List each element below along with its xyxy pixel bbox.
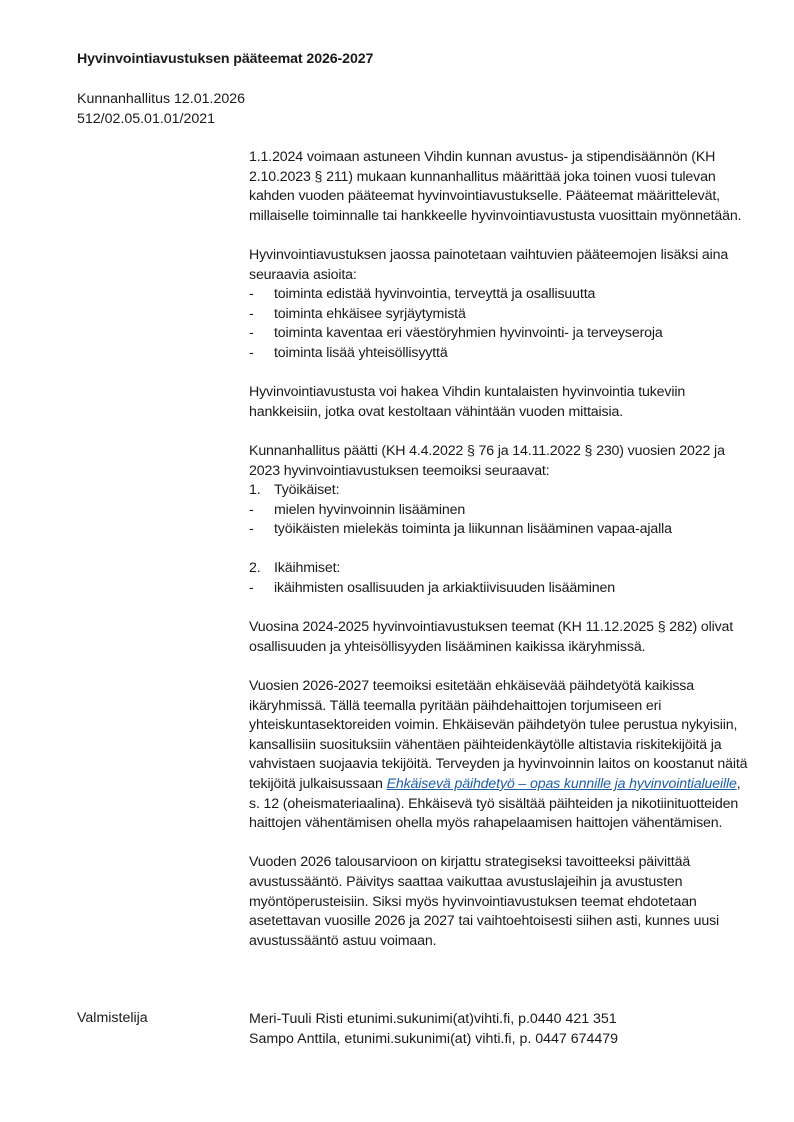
eligibility-paragraph: Hyvinvointiavustusta voi hakea Vihdin kuntalaisten hyvinvointia tukeviin hankkeisiin, jotka ovat kestoltaan vähintään vuoden mittaisia. bbox=[249, 384, 686, 420]
budget-paragraph: Vuoden 2026 talousarvioon on kirjattu strategiseksi tavoitteeksi päivittää avustussääntö. Päivitys saattaa vaikuttaa avustuslajeihin ja avustusten myöntöperusteisiin. Siksi myös hyvinvointiavustuksen teemat ehdotetaan asetettavan vuosille 2026 ja 2027 tai vaihtoehtoisesti siihen asti, kunnes uusi avustussääntö astuu voimaan. bbox=[249, 854, 720, 949]
decision-intro: Kunnanhallitus päätti (KH 4.4.2022 § 76 ja 14.11.2022 § 230) vuosien 2022 ja 2023 hyvinvointiavustuksen teemoiksi seuraavat: bbox=[249, 442, 725, 479]
preparer-line: Meri-Tuuli Risti etunimi.sukunimi(at)vihti.fi, p.0440 421 351 bbox=[249, 1011, 617, 1027]
publication-link[interactable]: Ehkäisevä päihdetyö – opas kunnille ja hyvinvointialueille bbox=[386, 776, 737, 792]
theme-heading: 2. Ikäihmiset: bbox=[249, 560, 341, 577]
document-body bbox=[249, 148, 749, 971]
bullet-marker: - bbox=[249, 521, 254, 538]
emphasis-list bbox=[249, 285, 749, 363]
list-item: - toiminta ehkäisee syrjäytymistä bbox=[249, 305, 749, 325]
theme-list-working-age bbox=[249, 481, 749, 540]
theme-heading: 1. Työikäiset: bbox=[249, 482, 340, 499]
emphasis-intro: Hyvinvointiavustuksen jaossa painotetaan vaihtuvien pääteemojen lisäksi aina seuraavia asioita: bbox=[249, 246, 729, 283]
intro-paragraph: 1.1.2024 voimaan astuneen Vihdin kunnan avustus- ja stipendisäännön (KH 2.10.2023 § 211) mukaan kunnanhallitus määrittää joka toinen vuosi tulevan kahden vuoden pääteemat hyvinvointiavustukselle. Pääteemat määrittelevät, millaiselle toiminnalle tai hankkeelle hyvinvointiavustusta vuosittain myönnetään. bbox=[249, 149, 742, 224]
list-item: - toiminta kaventaa eri väestöryhmien hyvinvointi- ja terveyseroja bbox=[249, 324, 749, 344]
preparer-label: Valmistelija bbox=[77, 1010, 148, 1026]
bullet-marker: - bbox=[249, 501, 254, 518]
list-item: - ikäihmisten osallisuuden ja arkiaktiivisuuden lisääminen bbox=[249, 579, 749, 599]
bullet-marker: - bbox=[249, 580, 254, 597]
bullet-marker: - bbox=[249, 344, 254, 361]
document-title: Hyvinvointiavustuksen pääteemat 2026-2027 bbox=[77, 51, 374, 67]
record-number: 512/02.05.01.01/2021 bbox=[77, 110, 216, 127]
list-item: - mielen hyvinvoinnin lisääminen bbox=[249, 501, 749, 521]
meeting-meta bbox=[77, 90, 245, 129]
bullet-marker: - bbox=[249, 286, 254, 303]
preparer-contacts bbox=[249, 1010, 618, 1049]
preparer-line: Sampo Anttila, etunimi.sukunimi(at) vihti.fi, p. 0447 674479 bbox=[249, 1030, 619, 1047]
list-item: - toiminta edistää hyvinvointia, terveyttä ja osallisuutta bbox=[249, 285, 749, 305]
bullet-marker: - bbox=[249, 325, 254, 342]
emphasis-section bbox=[249, 246, 749, 364]
theme-list-elderly bbox=[249, 559, 749, 598]
meeting-name: Kunnanhallitus 12.01.2026 bbox=[77, 91, 246, 107]
proposal-paragraph: Vuosien 2026-2027 teemoiksi esitetään ehkäisevää päihdetyötä kaikissa ikäryhmissä. Tällä teemalla pyritään päihdehaittojen torjumiseen eri yhteiskuntasektoreiden voimin. Ehkäisevän päihdetyön tulee perustua nykyisiin, kansallisiin suosituksiin vähentäen päihteidenkäytölle altistavia riskitekijöitä ja vahvistaen suojaavia tekijöitä. Terveyden ja hyvinvoinnin laitos on koostanut näitä tekijöitä julkaisussaan Ehkäisevä päihdetyö – opas kunnille ja hyvinvointialueille, s. 12 (oheismateriaalina). Ehkäisevä työ sisältää päihteiden ja nikotiinituotteiden haittojen vähentämisen ohella myös rahapelaamisen haittojen vähentämisen. bbox=[249, 678, 748, 832]
bullet-marker: - bbox=[249, 305, 254, 322]
list-item: - työikäisten mielekäs toiminta ja liikunnan lisääminen vapaa-ajalla bbox=[249, 520, 749, 540]
list-item: - toiminta lisää yhteisöllisyyttä bbox=[249, 344, 749, 364]
decision-section bbox=[249, 442, 749, 599]
themes-2024-paragraph: Vuosina 2024-2025 hyvinvointiavustuksen teemat (KH 11.12.2025 § 282) olivat osallisuuden ja yhteisöllisyyden lisääminen kaikissa ikäryhmissä. bbox=[249, 619, 734, 655]
